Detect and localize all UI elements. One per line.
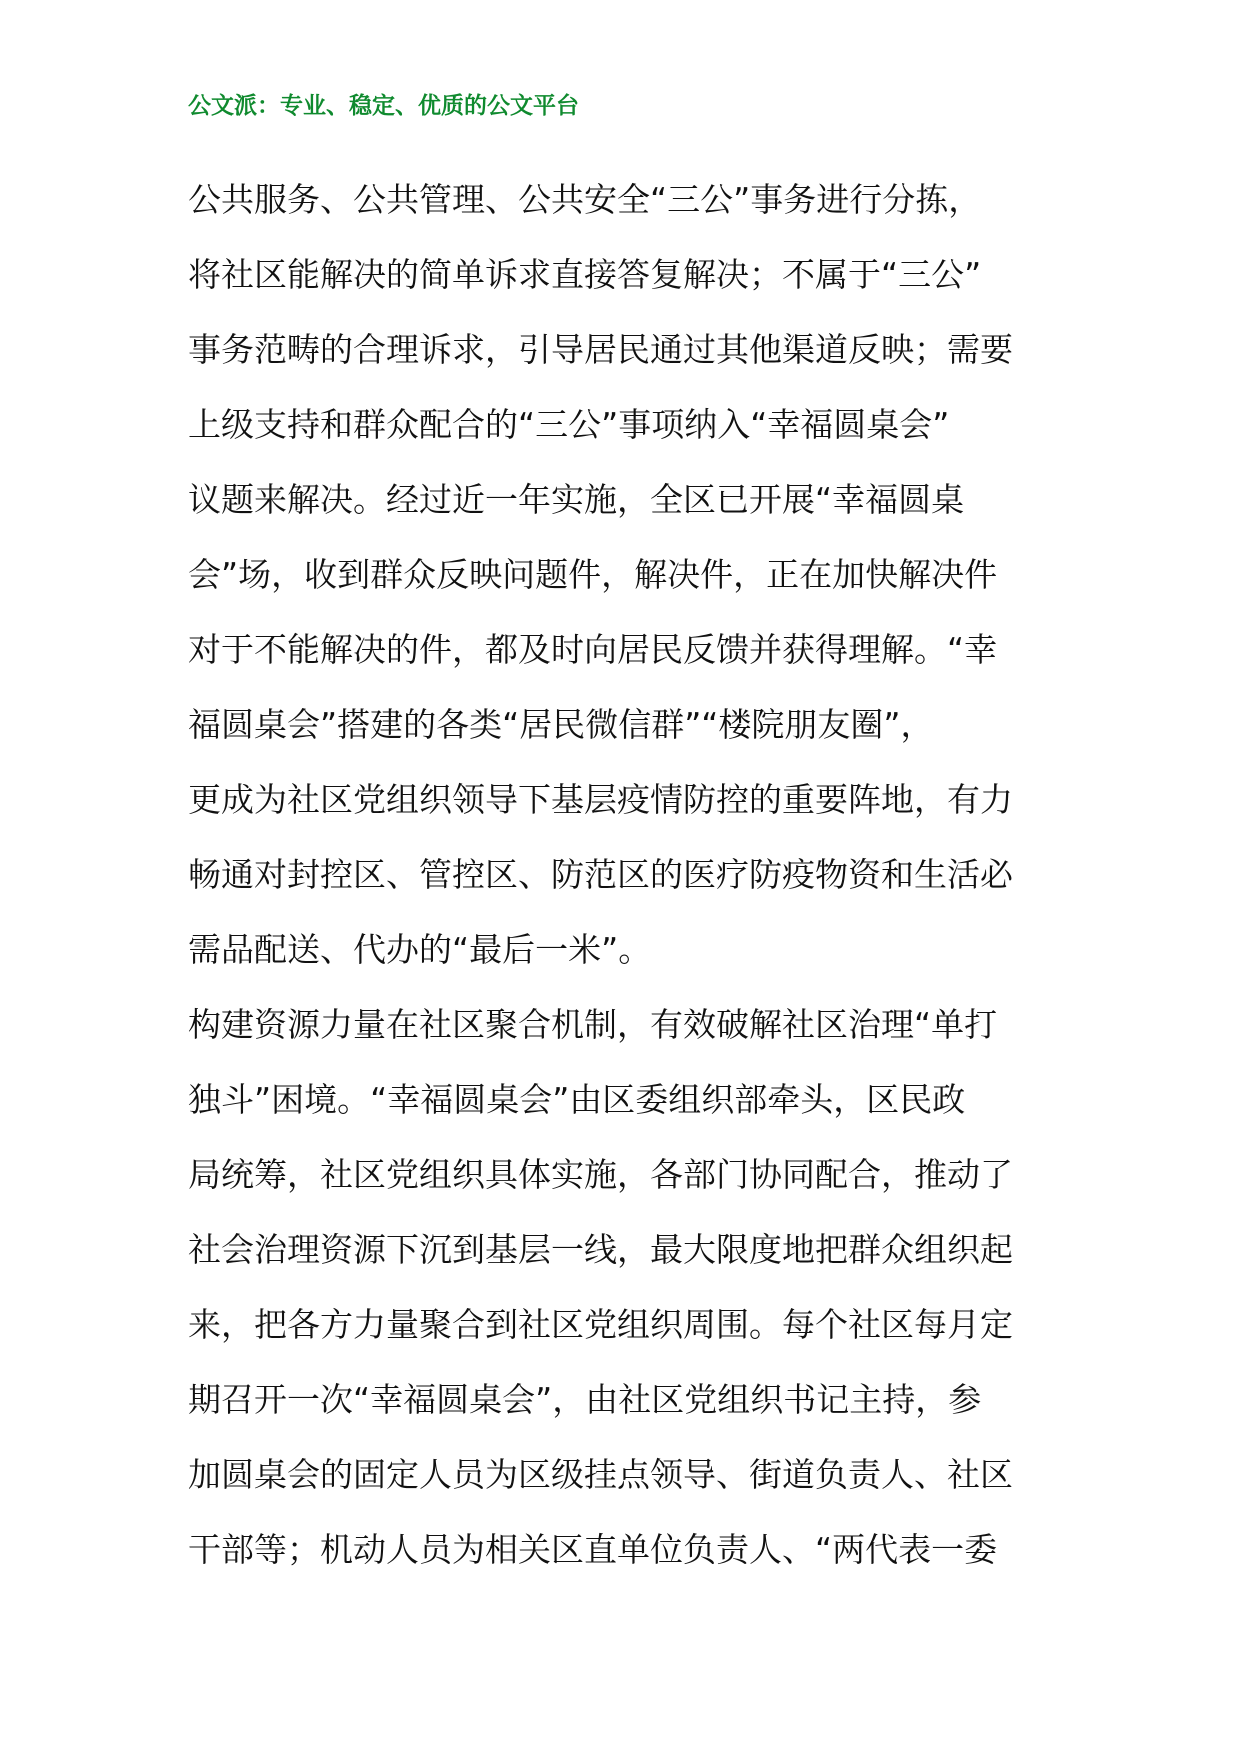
text-line: 畅通对封控区、管控区、防范区的医疗防疫物资和生活必 <box>188 855 1013 894</box>
text-line: 更成为社区党组织领导下基层疫情防控的重要阵地，有力 <box>188 780 1013 819</box>
text-line: 议题来解决。经过近一年实施，全区已开展“幸福圆桌 <box>188 480 965 519</box>
text-line: 将社区能解决的简单诉求直接答复解决；不属于“三公” <box>188 255 982 294</box>
text-line: 公共服务、公共管理、公共安全“三公”事务进行分拣， <box>188 180 982 219</box>
text-line: 干部等；机动人员为相关区直单位负责人、“两代表一委 <box>188 1530 998 1569</box>
text-line: 福圆桌会”搭建的各类“居民微信群”“楼院朋友圈”， <box>188 705 934 744</box>
text-line: 上级支持和群众配合的“三公”事项纳入“幸福圆桌会” <box>188 405 950 444</box>
body-text <box>188 162 1068 1587</box>
paragraph-start-line: 构建资源力量在社区聚合机制，有效破解社区治理“单打 <box>188 1005 998 1044</box>
text-line: 期召开一次“幸福圆桌会”，由社区党组织书记主持，参 <box>188 1380 982 1419</box>
text-line: 来，把各方力量聚合到社区党组织周围。每个社区每月定 <box>188 1305 1013 1344</box>
text-line: 独斗”困境。“幸福圆桌会”由区委组织部牵头，区民政 <box>188 1080 966 1119</box>
text-line: 会”场，收到群众反映问题件，解决件，正在加快解决件 <box>188 555 998 594</box>
text-line: 需品配送、代办的“最后一米”。 <box>188 930 652 969</box>
site-header: 公文派：专业、稳定、优质的公文平台 <box>188 93 579 119</box>
text-line: 加圆桌会的固定人员为区级挂点领导、街道负责人、社区 <box>188 1455 1013 1494</box>
text-line: 事务范畴的合理诉求，引导居民通过其他渠道反映；需要 <box>188 330 1013 369</box>
text-line: 对于不能解决的件，都及时向居民反馈并获得理解。“幸 <box>188 630 998 669</box>
text-line: 社会治理资源下沉到基层一线，最大限度地把群众组织起 <box>188 1230 1013 1269</box>
text-line: 局统筹，社区党组织具体实施，各部门协同配合，推动了 <box>188 1155 1013 1194</box>
